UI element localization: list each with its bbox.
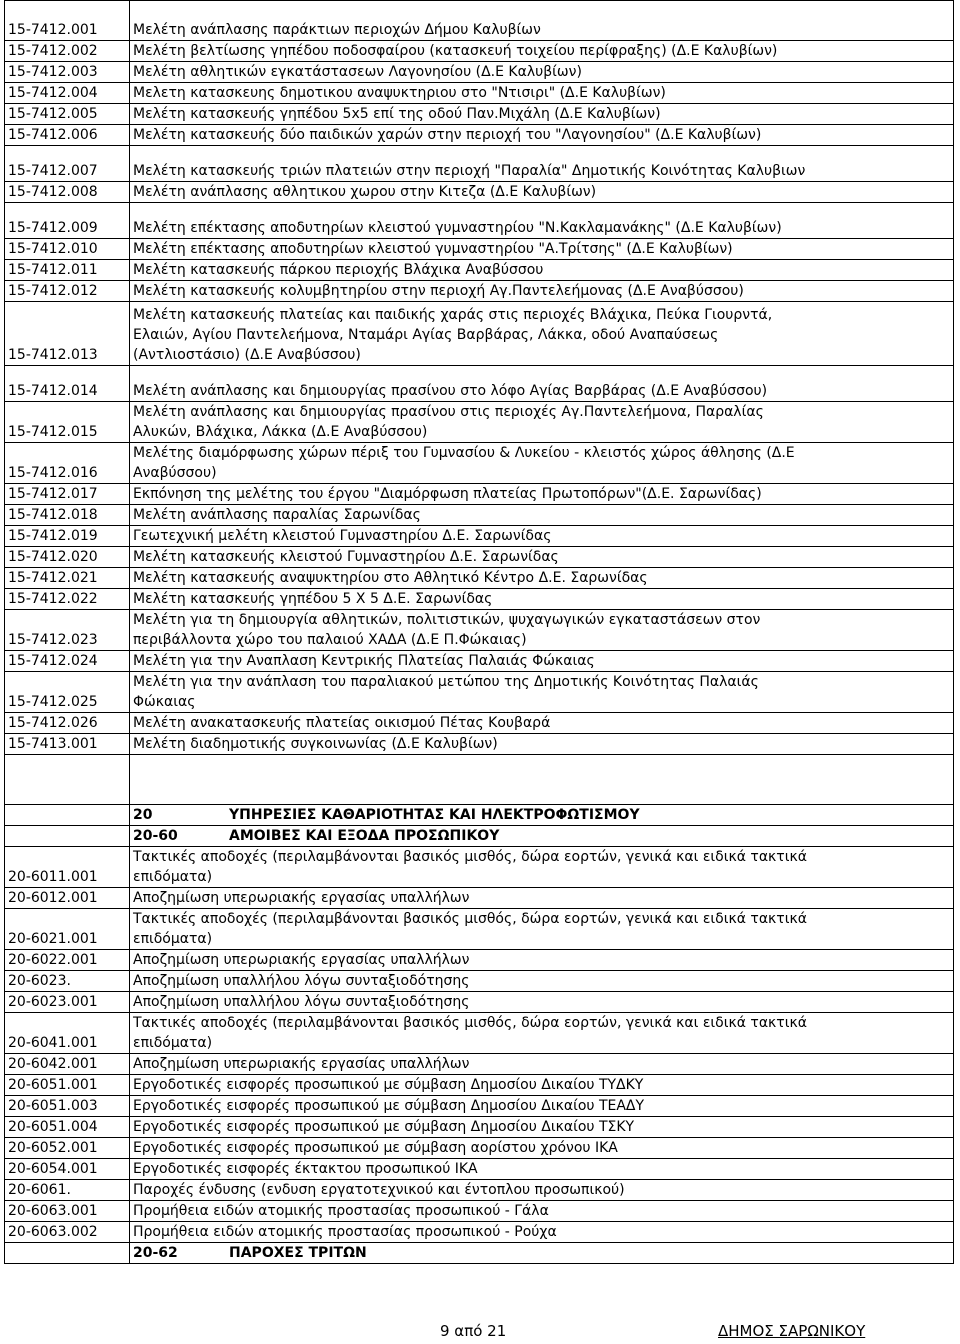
- description-line: Μελέτη κατασκευής τριών πλατειών στην περιοχή "Παραλία" Δημοτικής Κοινότητας Καλυβιων: [133, 163, 806, 179]
- description-line: Μελέτη βελτίωσης γηπέδου ποδοσφαίρου (κατασκευή τοιχείου περίφραξης) (Δ.Ε Καλυβίων): [133, 43, 778, 59]
- row-description: [130, 589, 954, 610]
- table-row: [5, 302, 954, 366]
- table-row: [5, 281, 954, 302]
- table-row: [5, 1096, 954, 1117]
- row-description: [130, 1138, 954, 1159]
- table-row: [5, 104, 954, 125]
- subsection-code: 20-60: [133, 828, 178, 844]
- row-description: [130, 302, 954, 366]
- table-row: [5, 146, 954, 182]
- budget-table: [4, 0, 954, 1264]
- row-code: 20-6051.001: [5, 1075, 130, 1096]
- row-code: 20-6021.001: [5, 909, 130, 950]
- row-code: 20-6042.001: [5, 1054, 130, 1075]
- table-row: [5, 672, 954, 713]
- table-row: [5, 547, 954, 568]
- row-code: 15-7412.015: [5, 402, 130, 443]
- table-row: [5, 443, 954, 484]
- row-description: [130, 672, 954, 713]
- description-line: Γεωτεχνική μελέτη κλειστού Γυμναστηρίου Δ.Ε. Σαρωνίδας: [133, 528, 552, 544]
- row-code: 20-6054.001: [5, 1159, 130, 1180]
- table-row: [5, 402, 954, 443]
- row-code: 15-7412.005: [5, 104, 130, 125]
- row-description: [130, 547, 954, 568]
- row-code: 15-7412.023: [5, 610, 130, 651]
- row-code: 15-7412.011: [5, 260, 130, 281]
- description-line: επιδόματα): [133, 869, 213, 885]
- row-description: [130, 950, 954, 971]
- description-line: Τακτικές αποδοχές (περιλαμβάνονται βασικός μισθός, δώρα εορτών, γενικά και ειδικά τακτικά: [133, 911, 807, 927]
- row-description: [130, 281, 954, 302]
- row-description: [130, 971, 954, 992]
- description-line: Μελέτη κατασκευής κολυμβητηρίου στην περιοχή Αγ.Παντελεήμονας (Δ.Ε Αναβύσσου): [133, 283, 744, 299]
- subsection-code-cell: [5, 826, 130, 847]
- table-row: [5, 505, 954, 526]
- gap-row: [5, 755, 954, 805]
- table-row: [5, 182, 954, 203]
- table-row: [5, 1138, 954, 1159]
- row-description: [130, 1117, 954, 1138]
- table-body-studies: [5, 1, 954, 755]
- row-description: [130, 41, 954, 62]
- table-row: [5, 1013, 954, 1054]
- table-row: [5, 651, 954, 672]
- description-line: Εργοδοτικές εισφορές προσωπικού με σύμβαση Δημοσίου Δικαίου ΤΕΑΔΥ: [133, 1098, 645, 1114]
- row-code: 20-6011.001: [5, 847, 130, 888]
- description-line: Μελέτη κατασκευής πάρκου περιοχής Βλάχικα Αναβύσσου: [133, 262, 544, 278]
- row-description: [130, 182, 954, 203]
- row-description: [130, 568, 954, 589]
- description-line: Μελέτη κατασκευής γηπέδου 5x5 επί της οδού Παν.Μιχάλη (Δ.Ε Καλυβίων): [133, 106, 661, 122]
- section-title-cell: [130, 805, 954, 826]
- subsection-title-cell: [130, 826, 954, 847]
- row-description: [130, 847, 954, 888]
- row-description: [130, 366, 954, 402]
- table-row: [5, 1075, 954, 1096]
- row-code: 20-6051.004: [5, 1117, 130, 1138]
- row-description: [130, 125, 954, 146]
- description-line: Τακτικές αποδοχές (περιλαμβάνονται βασικός μισθός, δώρα εορτών, γενικά και ειδικά τακτικά: [133, 1015, 807, 1031]
- row-description: [130, 992, 954, 1013]
- row-description: [130, 1159, 954, 1180]
- subsection-header-row: [5, 826, 954, 847]
- row-code: 15-7412.024: [5, 651, 130, 672]
- row-description: [130, 651, 954, 672]
- section-title: ΥΠΗΡΕΣΙΕΣ ΚΑΘΑΡΙΟΤΗΤΑΣ ΚΑΙ ΗΛΕΚΤΡΟΦΩΤΙΣΜΟΥ: [229, 807, 640, 823]
- description-line: Εργοδοτικές εισφορές προσωπικού με σύμβαση Δημοσίου Δικαίου ΤΥΔΚΥ: [133, 1077, 644, 1093]
- row-code: 15-7413.001: [5, 734, 130, 755]
- table-row: [5, 239, 954, 260]
- table-row: [5, 526, 954, 547]
- row-code: 20-6063.001: [5, 1201, 130, 1222]
- description-line: περιβάλλοντα χώρο του παλαιού ΧΑΔΑ (Δ.Ε Π.Φώκαιας): [133, 632, 527, 648]
- table-row: [5, 1, 954, 41]
- subsection2-title: ΠΑΡΟΧΕΣ ΤΡΙΤΩΝ: [229, 1245, 367, 1261]
- table-row: [5, 950, 954, 971]
- row-code: 15-7412.004: [5, 83, 130, 104]
- table-row: [5, 713, 954, 734]
- table-row: [5, 484, 954, 505]
- row-code: 20-6051.003: [5, 1096, 130, 1117]
- row-description: [130, 260, 954, 281]
- row-description: [130, 1, 954, 41]
- description-line: Μελέτης διαμόρφωσης χώρων πέριξ του Γυμνασίου & Λυκείου - κλειστός χώρος άθλησης (Δ.Ε: [133, 445, 795, 461]
- description-line: Φώκαιας: [133, 694, 196, 710]
- row-description: [130, 62, 954, 83]
- row-code: 15-7412.013: [5, 302, 130, 366]
- row-description: [130, 1075, 954, 1096]
- table-row: [5, 1222, 954, 1243]
- table-row: [5, 909, 954, 950]
- description-line: επιδόματα): [133, 931, 213, 947]
- row-code: 15-7412.006: [5, 125, 130, 146]
- description-line: Μελέτη για την ανάπλαση του παραλιακού μετώπου της Δημοτικής Κοινότητας Παλαιάς: [133, 674, 759, 690]
- table-row: [5, 1201, 954, 1222]
- row-description: [130, 909, 954, 950]
- subsection2-header-row: [5, 1243, 954, 1264]
- description-line: Εργοδοτικές εισφορές προσωπικού με σύμβαση Δημοσίου Δικαίου ΤΣΚΥ: [133, 1119, 635, 1135]
- row-description: [130, 484, 954, 505]
- row-description: [130, 203, 954, 239]
- row-code: 15-7412.026: [5, 713, 130, 734]
- row-code: 20-6041.001: [5, 1013, 130, 1054]
- table-row: [5, 589, 954, 610]
- table-row: [5, 203, 954, 239]
- section-code-cell: [5, 805, 130, 826]
- description-line: Αποζημίωση υπερωριακής εργασίας υπαλλήλων: [133, 952, 470, 968]
- description-line: Αναβύσσου): [133, 465, 217, 481]
- row-description: [130, 505, 954, 526]
- section-header-row: [5, 805, 954, 826]
- footer-municipality: ΔΗΜΟΣ ΣΑΡΩΝΙΚΟΥ: [718, 1322, 866, 1340]
- row-code: 20-6022.001: [5, 950, 130, 971]
- description-line: Ελαιών, Αγίου Παντελεήμονα, Νταμάρι Αγίας Βαρβάρας, Λάκκα, οδού Αναπαύσεως: [133, 327, 719, 343]
- table-body-section-2062: [5, 1243, 954, 1264]
- description-line: Αλυκών, Βλάχικα, Λάκκα (Δ.Ε Αναβύσσου): [133, 424, 428, 440]
- row-code: 15-7412.008: [5, 182, 130, 203]
- row-code: 15-7412.019: [5, 526, 130, 547]
- table-row: [5, 62, 954, 83]
- row-description: [130, 526, 954, 547]
- table-row: [5, 1054, 954, 1075]
- table-row: [5, 1159, 954, 1180]
- row-description: [130, 888, 954, 909]
- row-description: [130, 443, 954, 484]
- description-line: Αποζημίωση υπερωριακής εργασίας υπαλλήλων: [133, 1056, 470, 1072]
- description-line: Μελέτη ανάπλασης παράκτιων περιοχών Δήμου Καλυβίων: [133, 22, 541, 38]
- row-description: [130, 1222, 954, 1243]
- description-line: Μελέτη κατασκευής κλειστού Γυμναστηρίου Δ.Ε. Σαρωνίδας: [133, 549, 559, 565]
- row-code: 15-7412.012: [5, 281, 130, 302]
- table-row: [5, 992, 954, 1013]
- description-line: Αποζημίωση υπαλλήλου λόγω συνταξιοδότησης: [133, 994, 470, 1010]
- row-code: 20-6052.001: [5, 1138, 130, 1159]
- description-line: Μελέτη ανάπλασης και δημιουργίας πρασίνου στις περιοχές Αγ.Παντελεήμονα, Παραλίας: [133, 404, 764, 420]
- row-code: 15-7412.020: [5, 547, 130, 568]
- table-row: [5, 260, 954, 281]
- table-row: [5, 610, 954, 651]
- table-row: [5, 888, 954, 909]
- row-code: 15-7412.025: [5, 672, 130, 713]
- table-row: [5, 971, 954, 992]
- description-line: Μελέτη επέκτασης αποδυτηρίων κλειστού γυμναστηρίου "Α.Τρίτσης" (Δ.Ε Καλυβίων): [133, 241, 733, 257]
- description-line: Μελετη κατασκευης δημοτικου αναψυκτηριου στο "Ντισιρι" (Δ.Ε Καλυβίων): [133, 85, 666, 101]
- description-line: επιδόματα): [133, 1035, 213, 1051]
- row-code: 15-7412.010: [5, 239, 130, 260]
- table-row: [5, 125, 954, 146]
- row-code: 20-6063.002: [5, 1222, 130, 1243]
- row-code: 20-6023.: [5, 971, 130, 992]
- description-line: Προμήθεια ειδών ατομικής προστασίας προσωπικού - Ρούχα: [133, 1224, 557, 1240]
- row-code: 20-6023.001: [5, 992, 130, 1013]
- description-line: Μελέτη ανάπλασης και δημιουργίας πρασίνου στο λόφο Αγίας Βαρβάρας (Δ.Ε Αναβύσσου): [133, 383, 768, 399]
- row-description: [130, 1096, 954, 1117]
- table-row: [5, 83, 954, 104]
- row-description: [130, 713, 954, 734]
- description-line: Τακτικές αποδοχές (περιλαμβάνονται βασικός μισθός, δώρα εορτών, γενικά και ειδικά τακτικά: [133, 849, 807, 865]
- subsection-title: ΑΜΟΙΒΕΣ ΚΑΙ ΕΞΟΔΑ ΠΡΟΣΩΠΙΚΟΥ: [229, 828, 500, 844]
- description-line: Παροχές ένδυσης (ενδυση εργατοτεχνικού και έντοπλου προσωπικού): [133, 1182, 625, 1198]
- description-line: Μελέτη ανακατασκευής πλατείας οικισμού Πέτας Κουβαρά: [133, 715, 551, 731]
- row-description: [130, 83, 954, 104]
- row-description: [130, 1201, 954, 1222]
- description-line: Εργοδοτικές εισφορές έκτακτου προσωπικού ΙΚΑ: [133, 1161, 478, 1177]
- subsection2-code: 20-62: [133, 1245, 178, 1261]
- row-code: 15-7412.018: [5, 505, 130, 526]
- footer-page-number: 9 από 21: [440, 1322, 507, 1340]
- row-description: [130, 1180, 954, 1201]
- description-line: Μελέτη κατασκευής γηπέδου 5 Χ 5 Δ.Ε. Σαρωνίδας: [133, 591, 493, 607]
- row-code: 15-7412.017: [5, 484, 130, 505]
- row-code: 20-6061.: [5, 1180, 130, 1201]
- description-line: Μελέτη κατασκευής αναψυκτηρίου στο Αθλητικό Κέντρο Δ.Ε. Σαρωνίδας: [133, 570, 648, 586]
- row-code: 15-7412.003: [5, 62, 130, 83]
- table-row: [5, 1180, 954, 1201]
- description-line: Μελέτη κατασκευής δύο παιδικών χαρών στην περιοχή του "Λαγονησίου" (Δ.Ε Καλυβίων): [133, 127, 762, 143]
- row-description: [130, 1054, 954, 1075]
- row-code: 15-7412.007: [5, 146, 130, 182]
- row-code: 15-7412.014: [5, 366, 130, 402]
- description-line: Μελέτη για την Αναπλαση Κεντρικής Πλατείας Παλαιάς Φώκαιας: [133, 653, 595, 669]
- row-code: 15-7412.021: [5, 568, 130, 589]
- row-description: [130, 402, 954, 443]
- row-code: 15-7412.001: [5, 1, 130, 41]
- description-line: Μελέτη ανάπλασης παραλίας Σαρωνίδας: [133, 507, 421, 523]
- row-description: [130, 734, 954, 755]
- section-code: 20: [133, 807, 153, 823]
- description-line: Μελέτη κατασκευής πλατείας και παιδικής χαράς στις περιοχές Βλάχικα, Πεύκα Γιουρντά,: [133, 307, 773, 323]
- row-code: 15-7412.009: [5, 203, 130, 239]
- row-description: [130, 610, 954, 651]
- description-line: Μελέτη διαδημοτικής συγκοινωνίας (Δ.Ε Καλυβίων): [133, 736, 498, 752]
- row-description: [130, 146, 954, 182]
- row-description: [130, 239, 954, 260]
- table-row: [5, 41, 954, 62]
- subsection2-code-cell: [5, 1243, 130, 1264]
- table-gap: [5, 755, 954, 805]
- table-row: [5, 734, 954, 755]
- description-line: (Αντλιοστάσιο) (Δ.Ε Αναβύσσου): [133, 347, 361, 363]
- subsection2-title-cell: [130, 1243, 954, 1264]
- table-row: [5, 568, 954, 589]
- description-line: Μελέτη για τη δημιουργία αθλητικών, πολιτιστικών, ψυχαγωγικών εγκαταστάσεων στον: [133, 612, 761, 628]
- row-code: 15-7412.002: [5, 41, 130, 62]
- row-code: 20-6012.001: [5, 888, 130, 909]
- table-body-personnel: [5, 847, 954, 1243]
- row-code: 15-7412.016: [5, 443, 130, 484]
- description-line: Μελέτη επέκτασης αποδυτηρίων κλειστού γυμναστηρίου "Ν.Κακλαμανάκης" (Δ.Ε Καλυβίων): [133, 220, 782, 236]
- description-line: Μελέτη ανάπλασης αθλητικου χωρου στην Κιτεζα (Δ.Ε Καλυβίων): [133, 184, 597, 200]
- description-line: Αποζημίωση υπαλλήλου λόγω συνταξιοδότησης: [133, 973, 470, 989]
- table-row: [5, 847, 954, 888]
- description-line: Μελέτη αθλητικών εγκατάστασεων Λαγονησίου (Δ.Ε Καλυβίων): [133, 64, 582, 80]
- table-body-section-20: [5, 805, 954, 847]
- description-line: Εκπόνηση της μελέτης του έργου "Διαμόρφωση πλατείας Πρωτοπόρων"(Δ.Ε. Σαρωνίδας): [133, 486, 762, 502]
- table-row: [5, 366, 954, 402]
- row-description: [130, 104, 954, 125]
- description-line: Αποζημίωση υπερωριακής εργασίας υπαλλήλων: [133, 890, 470, 906]
- description-line: Προμήθεια ειδών ατομικής προστασίας προσωπικού - Γάλα: [133, 1203, 549, 1219]
- table-row: [5, 1117, 954, 1138]
- row-description: [130, 1013, 954, 1054]
- description-line: Εργοδοτικές εισφορές προσωπικού με σύμβαση αορίστου χρόνου ΙΚΑ: [133, 1140, 618, 1156]
- row-code: 15-7412.022: [5, 589, 130, 610]
